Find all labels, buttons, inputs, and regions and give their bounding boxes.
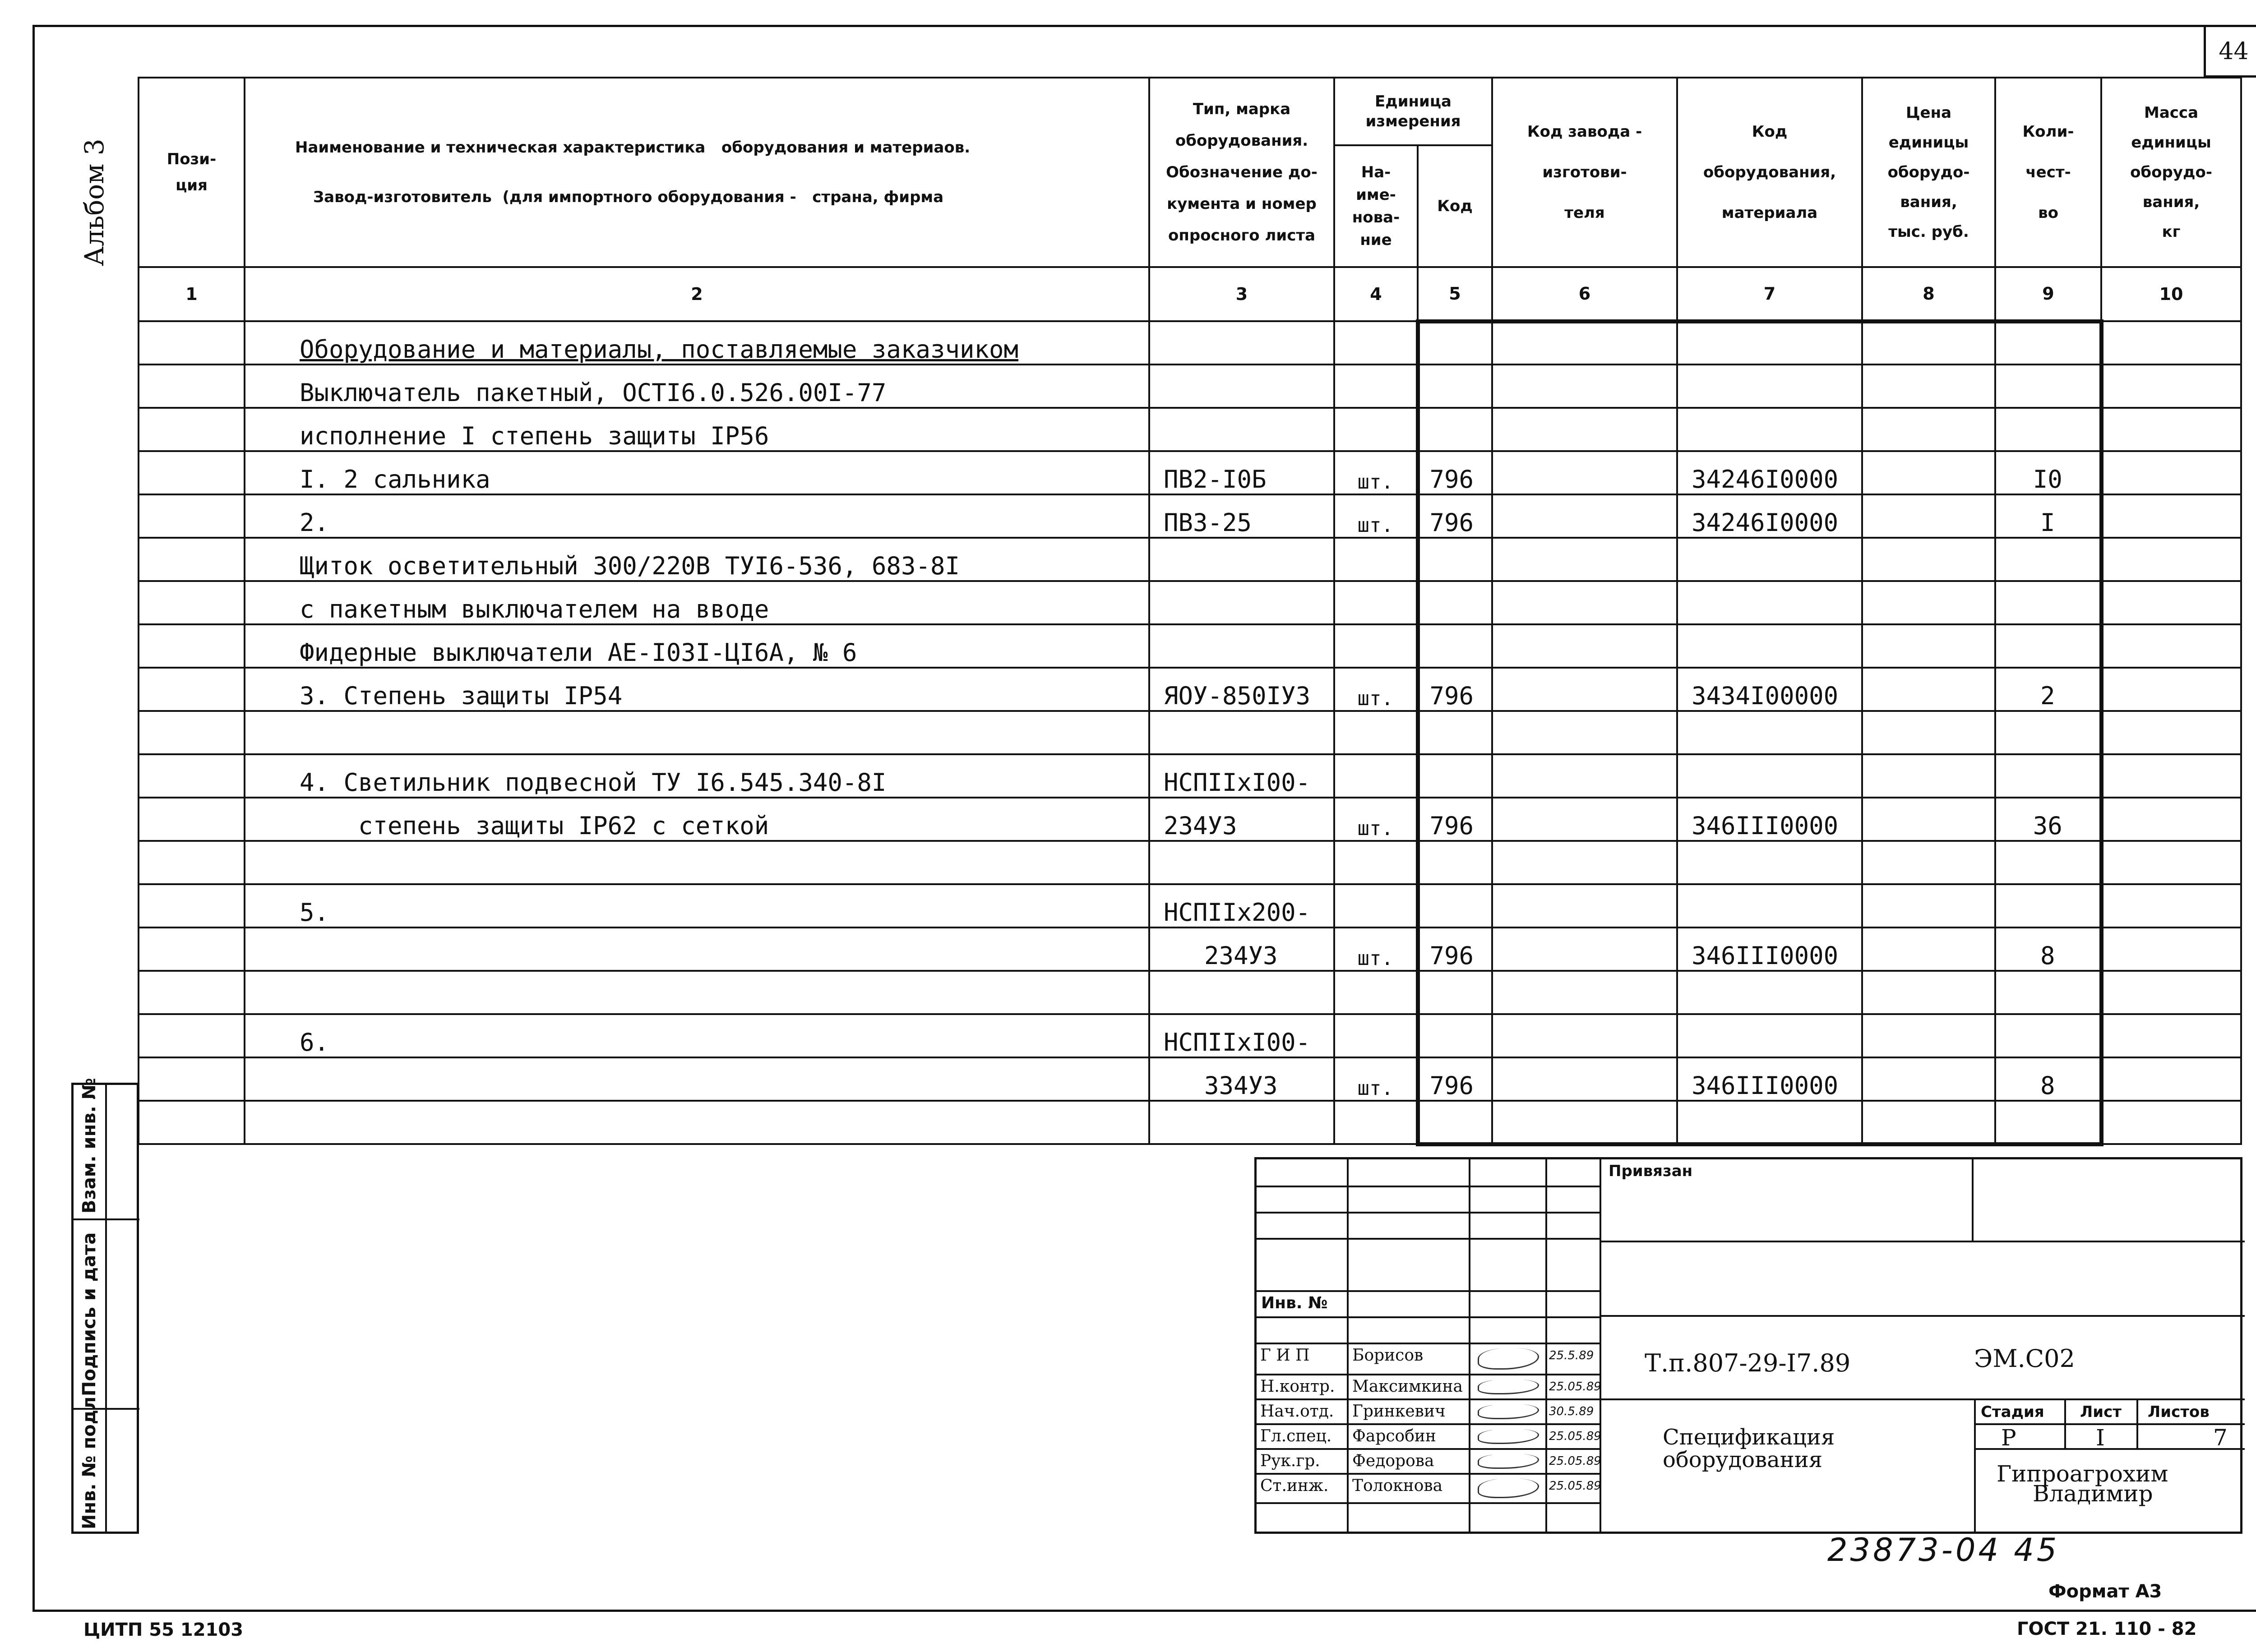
quantity-cell	[1995, 408, 2101, 451]
unit-code-cell: 796	[1418, 668, 1492, 711]
signature-date: 25.05.89	[1549, 1380, 1601, 1394]
signature-date: 25.05.89	[1549, 1430, 1601, 1443]
plant-code-cell	[1492, 1101, 1677, 1144]
column-number: 9	[1995, 267, 2101, 321]
quantity-cell: I	[1995, 494, 2101, 538]
handwritten-signature	[1478, 1379, 1539, 1394]
price-cell	[1862, 1101, 1995, 1144]
stage-value: Р	[2001, 1425, 2016, 1451]
position-cell	[139, 754, 245, 798]
album-label: Альбом 3	[79, 138, 110, 266]
quantity-cell	[1995, 321, 2101, 365]
plant-code-cell	[1492, 884, 1677, 928]
plant-code-cell	[1492, 971, 1677, 1014]
name-cell	[245, 711, 1149, 754]
quantity-cell	[1995, 538, 2101, 581]
header-unit-group: Единица измерения	[1334, 78, 1492, 145]
price-cell	[1862, 581, 1995, 624]
mass-cell	[2101, 1057, 2241, 1101]
signature-date: 30.5.89	[1549, 1405, 1594, 1418]
name-cell	[245, 1057, 1149, 1101]
header-position: Пози- ция	[139, 78, 245, 267]
quantity-cell: 8	[1995, 928, 2101, 971]
plant-code-cell	[1492, 711, 1677, 754]
table-row	[139, 668, 2241, 711]
position-cell	[139, 1014, 245, 1057]
equipment-code-cell	[1677, 581, 1862, 624]
equipment-code-cell: 346III0000	[1677, 928, 1862, 971]
mass-cell	[2101, 884, 2241, 928]
unit-cell	[1334, 841, 1418, 884]
unit-cell	[1334, 365, 1418, 408]
name-cell	[245, 1101, 1149, 1144]
document-title-line2: оборудования	[1663, 1447, 1823, 1472]
quantity-cell	[1995, 581, 2101, 624]
unit-code-cell: 796	[1418, 1057, 1492, 1101]
type-cell: 334У3	[1149, 1057, 1334, 1101]
mass-cell	[2101, 321, 2241, 365]
unit-code-cell	[1418, 321, 1492, 365]
quantity-cell	[1995, 884, 2101, 928]
format-label: Формат А3	[2048, 1581, 2162, 1602]
name-cell: 6.	[245, 1014, 1149, 1057]
column-number: 6	[1492, 267, 1677, 321]
position-cell	[139, 668, 245, 711]
strip-label-inv-podl: Инв. № подл.	[79, 1389, 100, 1529]
unit-code-cell	[1418, 1101, 1492, 1144]
stage-label: Стадия	[1981, 1403, 2044, 1421]
organization-line1: Гипроагрохим	[1997, 1461, 2168, 1487]
mass-cell	[2101, 754, 2241, 798]
table-row	[139, 365, 2241, 408]
unit-code-cell	[1418, 971, 1492, 1014]
unit-cell	[1334, 408, 1418, 451]
header-price: Цена единицы оборудо- вания, тыс. руб.	[1862, 78, 1995, 267]
name-cell: Щиток осветительный 300/220В ТУI6-536, 683-8I	[245, 538, 1149, 581]
column-number: 10	[2101, 267, 2241, 321]
type-cell	[1149, 841, 1334, 884]
plant-code-cell	[1492, 408, 1677, 451]
plant-code-cell	[1492, 451, 1677, 494]
unit-code-cell	[1418, 841, 1492, 884]
price-cell	[1862, 1057, 1995, 1101]
type-cell	[1149, 321, 1334, 365]
type-cell: 234У3	[1149, 928, 1334, 971]
equipment-code-cell	[1677, 408, 1862, 451]
quantity-cell	[1995, 1014, 2101, 1057]
signature-date: 25.5.89	[1549, 1349, 1594, 1362]
type-cell: 234У3	[1149, 798, 1334, 841]
price-cell	[1862, 538, 1995, 581]
unit-code-cell	[1418, 581, 1492, 624]
privyazan-label: Привязан	[1609, 1162, 1693, 1180]
plant-code-cell	[1492, 538, 1677, 581]
name-cell: 2.	[245, 494, 1149, 538]
equipment-code-cell: 3434I00000	[1677, 668, 1862, 711]
handwritten-signature	[1478, 1454, 1539, 1469]
mass-cell	[2101, 928, 2241, 971]
sheets-value: 7	[2213, 1425, 2228, 1451]
position-cell	[139, 798, 245, 841]
unit-cell	[1334, 624, 1418, 668]
table-row	[139, 971, 2241, 1014]
unit-cell: шт.	[1334, 798, 1418, 841]
position-cell	[139, 451, 245, 494]
signature-name: Максимкина	[1352, 1377, 1463, 1396]
plant-code-cell	[1492, 1057, 1677, 1101]
header-type: Тип, марка оборудования. Обозначение до- кумента и номер опросного листа	[1149, 78, 1334, 267]
name-cell: 5.	[245, 884, 1149, 928]
type-cell: ПВ3-25	[1149, 494, 1334, 538]
quantity-cell: 36	[1995, 798, 2101, 841]
sheet-label: Лист	[2080, 1403, 2122, 1421]
document-code: Т.п.807-29-I7.89	[1645, 1349, 1851, 1377]
equipment-code-cell	[1677, 624, 1862, 668]
name-cell: с пакетным выключателем на вводе	[245, 581, 1149, 624]
unit-code-cell: 796	[1418, 928, 1492, 971]
equipment-code-cell	[1677, 538, 1862, 581]
quantity-cell	[1995, 754, 2101, 798]
position-cell	[139, 321, 245, 365]
print-code: ЦИТП 55 12103	[83, 1620, 244, 1640]
equipment-code-cell: 34246I0000	[1677, 451, 1862, 494]
equipment-code-cell	[1677, 1101, 1862, 1144]
equipment-code-cell	[1677, 321, 1862, 365]
price-cell	[1862, 494, 1995, 538]
plant-code-cell	[1492, 581, 1677, 624]
mass-cell	[2101, 711, 2241, 754]
type-cell	[1149, 408, 1334, 451]
mass-cell	[2101, 971, 2241, 1014]
signature-name: Фарсобин	[1352, 1427, 1436, 1445]
name-cell: 3. Степень защиты IP54	[245, 668, 1149, 711]
column-number: 1	[139, 267, 245, 321]
price-cell	[1862, 754, 1995, 798]
unit-cell: шт.	[1334, 668, 1418, 711]
unit-cell	[1334, 711, 1418, 754]
mass-cell	[2101, 494, 2241, 538]
quantity-cell: 2	[1995, 668, 2101, 711]
name-cell: Оборудование и материалы, поставляемые заказчиком	[245, 321, 1149, 365]
position-cell	[139, 711, 245, 754]
strip-label-podpis: Подпись и дата	[79, 1232, 100, 1396]
table-row	[139, 581, 2241, 624]
mass-cell	[2101, 798, 2241, 841]
price-cell	[1862, 884, 1995, 928]
unit-cell	[1334, 884, 1418, 928]
signature-date: 25.05.89	[1549, 1479, 1601, 1493]
plant-code-cell	[1492, 494, 1677, 538]
header-equipment-code: Код оборудования, материала	[1677, 78, 1862, 267]
mass-cell	[2101, 668, 2241, 711]
type-cell: НСПIIхI00-	[1149, 754, 1334, 798]
name-cell	[245, 928, 1149, 971]
unit-code-cell: 796	[1418, 798, 1492, 841]
name-cell: исполнение I степень защиты IP56	[245, 408, 1149, 451]
position-cell	[139, 841, 245, 884]
signature-name: Борисов	[1352, 1346, 1424, 1365]
price-cell	[1862, 841, 1995, 884]
unit-cell	[1334, 538, 1418, 581]
header-name-line2: Завод-изготовитель (для импортного оборудования - страна, фирма	[313, 188, 944, 206]
position-cell	[139, 1057, 245, 1101]
mass-cell	[2101, 624, 2241, 668]
position-cell	[139, 624, 245, 668]
signature-role: Г И П	[1260, 1346, 1310, 1365]
mass-cell	[2101, 1014, 2241, 1057]
mass-cell	[2101, 581, 2241, 624]
mass-cell	[2101, 408, 2241, 451]
unit-cell	[1334, 754, 1418, 798]
price-cell	[1862, 365, 1995, 408]
header-unit-name: На- име- нова- ние	[1334, 145, 1418, 267]
table-row	[139, 538, 2241, 581]
position-cell	[139, 494, 245, 538]
sheets-label: Листов	[2148, 1403, 2210, 1421]
price-cell	[1862, 971, 1995, 1014]
column-numbers-row	[139, 267, 2241, 321]
quantity-cell	[1995, 624, 2101, 668]
type-cell: ЯОУ-850IУ3	[1149, 668, 1334, 711]
type-cell: НСПIIх200-	[1149, 884, 1334, 928]
specification-rows	[139, 321, 2241, 1144]
equipment-code-cell	[1677, 884, 1862, 928]
handwritten-signature	[1478, 1478, 1539, 1498]
equipment-code-cell: 34246I0000	[1677, 494, 1862, 538]
sheet-value: I	[2096, 1425, 2105, 1451]
plant-code-cell	[1492, 321, 1677, 365]
price-cell	[1862, 624, 1995, 668]
signature-role: Н.контр.	[1260, 1377, 1335, 1396]
header-name	[245, 78, 1149, 267]
price-cell	[1862, 668, 1995, 711]
strip-label-vzam: Взам. инв. №	[79, 1078, 100, 1214]
unit-code-cell	[1418, 884, 1492, 928]
plant-code-cell	[1492, 928, 1677, 971]
plant-code-cell	[1492, 841, 1677, 884]
position-cell	[139, 928, 245, 971]
inv-no-label: Инв. №	[1261, 1294, 1328, 1312]
signature-name: Гринкевич	[1352, 1402, 1446, 1421]
header-plant-code: Код завода - изготови- теля	[1492, 78, 1677, 267]
quantity-cell	[1995, 711, 2101, 754]
quantity-cell: I0	[1995, 451, 2101, 494]
plant-code-cell	[1492, 624, 1677, 668]
type-cell	[1149, 1101, 1334, 1144]
gost-label: ГОСТ 21. 110 - 82	[2017, 1619, 2197, 1639]
column-number: 2	[245, 267, 1149, 321]
type-cell	[1149, 365, 1334, 408]
unit-code-cell: 796	[1418, 451, 1492, 494]
equipment-code-cell	[1677, 754, 1862, 798]
left-stamp-strip	[71, 1078, 139, 1534]
table-row	[139, 494, 2241, 538]
name-cell: I. 2 сальника	[245, 451, 1149, 494]
signature-role: Рук.гр.	[1260, 1452, 1320, 1470]
price-cell	[1862, 928, 1995, 971]
table-row	[139, 1014, 2241, 1057]
table-row	[139, 624, 2241, 668]
handwritten-signature	[1478, 1429, 1539, 1444]
unit-code-cell	[1418, 754, 1492, 798]
mass-cell	[2101, 1101, 2241, 1144]
document-mark: ЭМ.С02	[1974, 1344, 2075, 1373]
position-cell	[139, 408, 245, 451]
table-row	[139, 408, 2241, 451]
column-number: 4	[1334, 267, 1418, 321]
plant-code-cell	[1492, 1014, 1677, 1057]
name-cell	[245, 841, 1149, 884]
handwritten-signature	[1478, 1404, 1539, 1419]
price-cell	[1862, 451, 1995, 494]
header-unit-code: Код	[1418, 145, 1492, 267]
position-cell	[139, 538, 245, 581]
position-cell	[139, 971, 245, 1014]
unit-cell: шт.	[1334, 1057, 1418, 1101]
signature-name: Толокнова	[1352, 1477, 1443, 1495]
table-row	[139, 754, 2241, 798]
type-cell: ПВ2-I0Б	[1149, 451, 1334, 494]
header-mass: Масса единицы оборудо- вания, кг	[2101, 78, 2241, 267]
equipment-code-cell: 346III0000	[1677, 1057, 1862, 1101]
quantity-cell	[1995, 1101, 2101, 1144]
quantity-cell	[1995, 841, 2101, 884]
price-cell	[1862, 1014, 1995, 1057]
mass-cell	[2101, 841, 2241, 884]
mass-cell	[2101, 451, 2241, 494]
name-cell	[245, 971, 1149, 1014]
unit-code-cell	[1418, 624, 1492, 668]
position-cell	[139, 581, 245, 624]
unit-cell	[1334, 1101, 1418, 1144]
name-cell: Фидерные выключатели АЕ-I03I-ЦI6А, № 6	[245, 624, 1149, 668]
name-cell: степень защиты IP62 с сеткой	[245, 798, 1149, 841]
table-row	[139, 841, 2241, 884]
quantity-cell: 8	[1995, 1057, 2101, 1101]
type-cell: НСПIIхI00-	[1149, 1014, 1334, 1057]
unit-cell: шт.	[1334, 928, 1418, 971]
table-row	[139, 1101, 2241, 1144]
signature-role: Гл.спец.	[1260, 1427, 1332, 1445]
handwritten-signature	[1478, 1348, 1539, 1370]
equipment-code-cell: 346III0000	[1677, 798, 1862, 841]
column-number: 5	[1418, 267, 1492, 321]
column-number: 7	[1677, 267, 1862, 321]
table-row	[139, 884, 2241, 928]
type-cell	[1149, 538, 1334, 581]
name-cell: 4. Светильник подвесной ТУ I6.545.340-8I	[245, 754, 1149, 798]
equipment-code-cell	[1677, 971, 1862, 1014]
handwritten-reference: 23873-04 45	[1827, 1532, 2060, 1569]
price-cell	[1862, 798, 1995, 841]
unit-code-cell	[1418, 408, 1492, 451]
type-cell	[1149, 581, 1334, 624]
table-row	[139, 1057, 2241, 1101]
unit-cell	[1334, 581, 1418, 624]
signature-role: Нач.отд.	[1260, 1402, 1334, 1421]
equipment-code-cell	[1677, 841, 1862, 884]
mass-cell	[2101, 538, 2241, 581]
position-cell	[139, 365, 245, 408]
unit-cell	[1334, 321, 1418, 365]
quantity-cell	[1995, 971, 2101, 1014]
document-title-line1: Спецификация	[1663, 1425, 1835, 1450]
plant-code-cell	[1492, 365, 1677, 408]
table-row	[139, 711, 2241, 754]
unit-code-cell: 796	[1418, 494, 1492, 538]
position-cell	[139, 884, 245, 928]
unit-cell: шт.	[1334, 451, 1418, 494]
column-number: 3	[1149, 267, 1334, 321]
column-number: 8	[1862, 267, 1995, 321]
plant-code-cell	[1492, 754, 1677, 798]
name-cell: Выключатель пакетный, ОСТI6.0.526.00I-77	[245, 365, 1149, 408]
table-row	[139, 798, 2241, 841]
organization-line2: Владимир	[2033, 1481, 2153, 1507]
unit-cell	[1334, 1014, 1418, 1057]
position-cell	[139, 1101, 245, 1144]
equipment-code-cell	[1677, 711, 1862, 754]
plant-code-cell	[1492, 798, 1677, 841]
unit-code-cell	[1418, 365, 1492, 408]
price-cell	[1862, 321, 1995, 365]
table-row	[139, 928, 2241, 971]
page-number: 44	[2204, 25, 2256, 78]
header-name-line1: Наименование и техническая характеристика оборудования и материаов.	[295, 138, 971, 157]
unit-code-cell	[1418, 711, 1492, 754]
unit-code-cell	[1418, 1014, 1492, 1057]
signature-role: Ст.инж.	[1260, 1477, 1329, 1495]
type-cell	[1149, 624, 1334, 668]
unit-cell: шт.	[1334, 494, 1418, 538]
plant-code-cell	[1492, 668, 1677, 711]
signature-date: 25.05.89	[1549, 1454, 1601, 1468]
price-cell	[1862, 711, 1995, 754]
signature-name: Федорова	[1352, 1452, 1434, 1470]
equipment-code-cell	[1677, 365, 1862, 408]
specification-table	[138, 77, 2242, 1146]
type-cell	[1149, 971, 1334, 1014]
equipment-code-cell	[1677, 1014, 1862, 1057]
table-row	[139, 451, 2241, 494]
quantity-cell	[1995, 365, 2101, 408]
unit-code-cell	[1418, 538, 1492, 581]
mass-cell	[2101, 365, 2241, 408]
price-cell	[1862, 408, 1995, 451]
type-cell	[1149, 711, 1334, 754]
header-quantity: Коли- чест- во	[1995, 78, 2101, 267]
unit-cell	[1334, 971, 1418, 1014]
title-block	[1254, 1157, 2242, 1534]
table-row	[139, 321, 2241, 365]
